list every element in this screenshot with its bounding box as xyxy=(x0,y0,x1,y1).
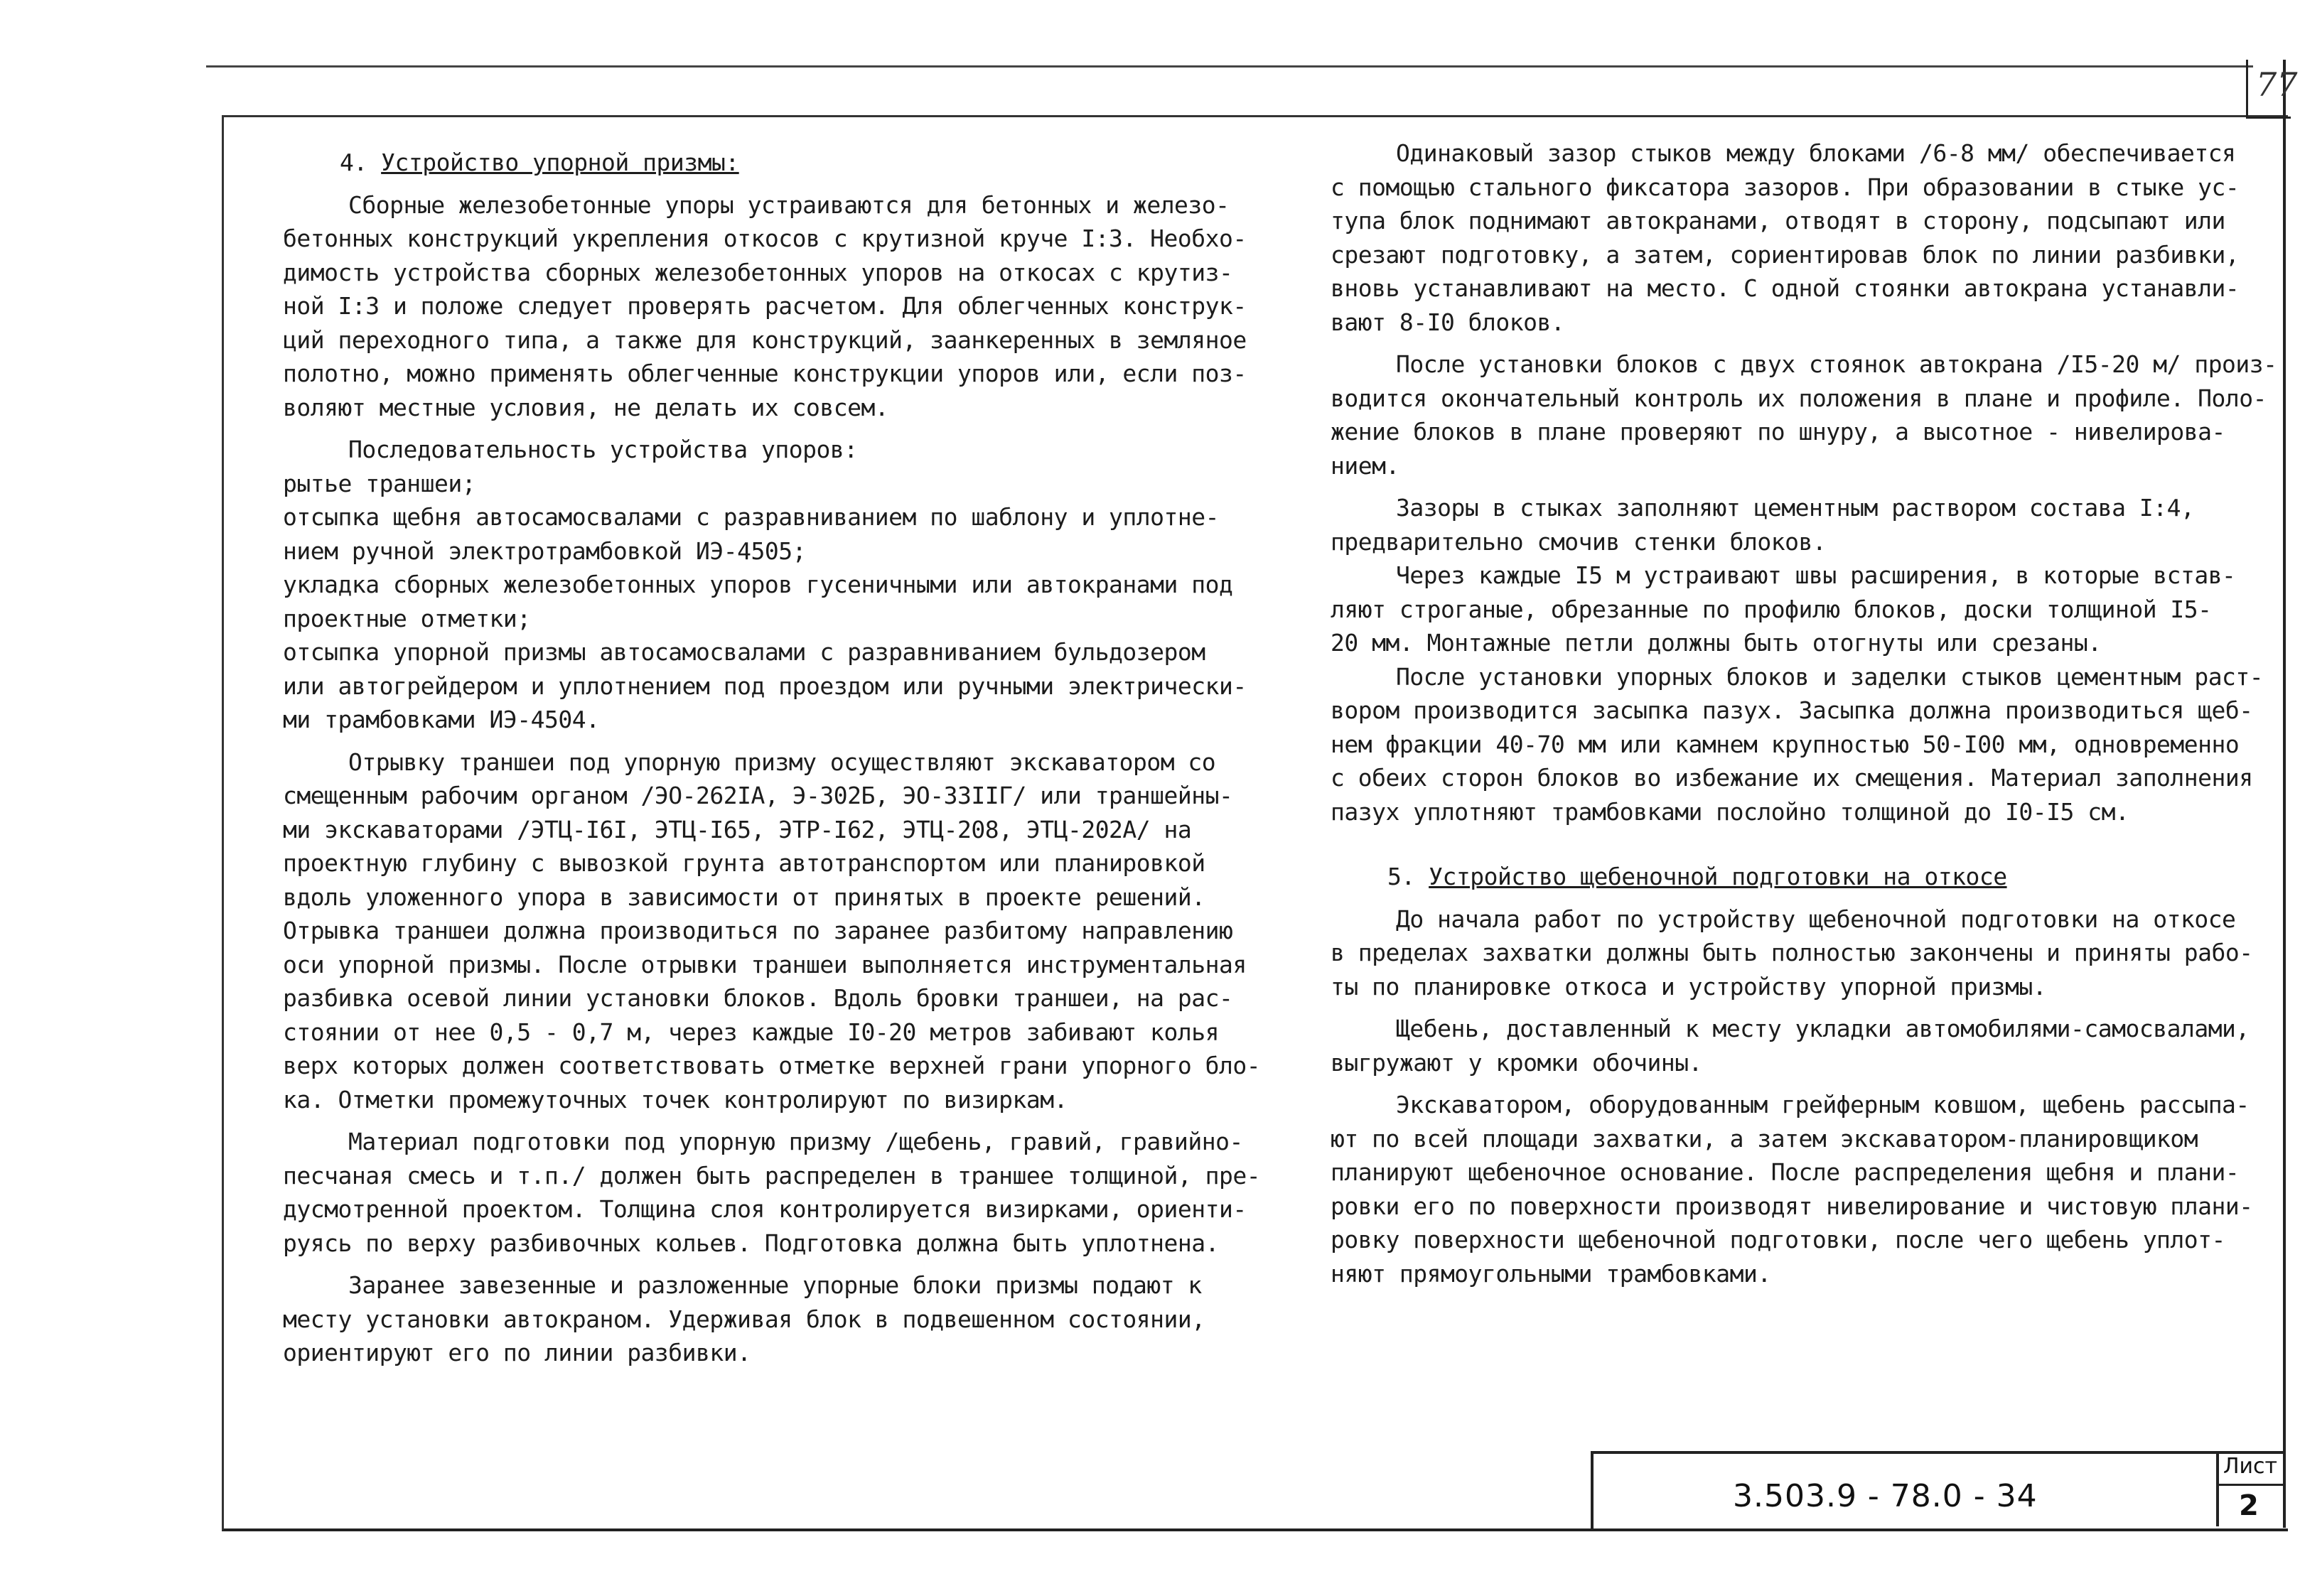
text-line: ций переходного типа, а также для конструкций, заанкеренных в земляное xyxy=(283,325,1247,354)
text-line: дусмотренной проектом. Толщина слоя контролируется визирками, ориенти- xyxy=(283,1195,1247,1223)
text-line: с помощью стального фиксатора зазоров. При образовании в стыке ус- xyxy=(1331,173,2240,201)
text-line: Экскаватором, оборудованным грейферным ковшом, щебень рассыпа- xyxy=(1396,1091,2250,1118)
text-line: проектную глубину с вывозкой грунта автотранспортом или планировкой xyxy=(283,849,1205,877)
text-line: нием. xyxy=(1331,451,1399,480)
text-line: с обеих сторон блоков во избежание их смещения. Материал заполнения xyxy=(1331,764,2253,792)
paragraph xyxy=(1331,559,2283,660)
text-line: бетонных конструкций укрепления откосов с крутизной круче I:3. Необхо- xyxy=(283,225,1247,252)
paragraph xyxy=(283,188,1257,425)
sheet-label: Лист xyxy=(2223,1454,2278,1479)
text-line: вают 8-I0 блоков. xyxy=(1331,308,1565,336)
text-line: ровки его по поверхности производят нивелирование и чистовую плани- xyxy=(1331,1192,2253,1220)
text-line: верх которых должен соответствовать отметке верхней грани упорного бло- xyxy=(283,1052,1261,1079)
list-item xyxy=(283,467,1257,501)
text-line: полотно, можно применять облегченные конструкции упоров или, если поз- xyxy=(283,360,1247,387)
text-line: пазух уплотняют трамбовками послойно толщиной до I0-I5 см. xyxy=(1331,797,2129,826)
text-line: отсыпка упорной призмы автосамосвалами с разравниванием бульдозером xyxy=(283,638,1205,666)
text-line: Сборные железобетонные упоры устраиваются для бетонных и железо- xyxy=(348,190,1230,219)
page-number: 77 xyxy=(2256,65,2298,104)
left-column xyxy=(283,146,1261,1370)
sheet-right-border xyxy=(2283,60,2286,1528)
text-line: укладка сборных железобетонных упоров гусеничными или автокранами под xyxy=(283,571,1233,598)
text-line: После установки упорных блоков и заделки стыков цементным раст- xyxy=(1396,662,2264,691)
paragraph xyxy=(1331,1088,2283,1290)
text-line: или автогрейдером и уплотнением под проездом или ручными электрически- xyxy=(283,672,1247,700)
paragraph xyxy=(283,1125,1261,1260)
section-5-title: Устройство щебеночной подготовки на откосе xyxy=(1429,863,2007,890)
text-line: вором производится засыпка пазух. Засыпка должна производиться щеб- xyxy=(1331,696,2253,724)
list-item xyxy=(283,568,1257,635)
text-line: ют по всей площади захватки, а затем экскаватором-планировщиком xyxy=(1331,1124,2198,1153)
text-line: димость устройства сборных железобетонных упоров на откосах с крутиз- xyxy=(283,258,1233,286)
text-line: жение блоков в плане проверяют по шнуру, а высотное - нивелирова- xyxy=(1331,418,2225,446)
text-line: руясь по верху разбивочных кольев. Подготовка должна быть уплотнена. xyxy=(283,1229,1220,1257)
text-line: разбивка осевой линии установки блоков. Вдоль бровки траншеи, на рас- xyxy=(283,984,1233,1012)
text-line: отсыпка щебня автосамосвалами с разравниванием по шаблону и уплотне- xyxy=(283,503,1220,531)
text-line: няют прямоугольными трамбовками. xyxy=(1331,1259,1771,1288)
text-line: Через каждые I5 м устраивают швы расширения, в которые встав- xyxy=(1396,561,2236,589)
sheet-cell-divider xyxy=(2216,1484,2284,1486)
text-line: После установки блоков с двух стоянок автокрана /I5-20 м/ произ- xyxy=(1396,350,2277,378)
text-line: в пределах захватки должны быть полностью закончены и приняты рабо- xyxy=(1331,939,2253,966)
paragraph xyxy=(283,433,1257,467)
right-column xyxy=(1331,136,2283,1290)
paragraph xyxy=(1331,347,2283,482)
text-line: нием ручной электротрамбовкой ИЭ-4505; xyxy=(283,537,806,565)
text-line: ориентируют его по линии разбивки. xyxy=(283,1339,751,1366)
paragraph xyxy=(283,745,1261,1117)
top-rule xyxy=(206,65,2253,68)
text-line: вдоль уложенного упора в зависимости от принятых в проекте решений. xyxy=(283,883,1205,911)
text-line: ровку поверхности щебеночной подготовки, после чего щебень уплот- xyxy=(1331,1226,2225,1253)
section-4-number: 4. xyxy=(340,149,367,176)
paragraph xyxy=(283,1268,1257,1370)
text-line: тупа блок поднимают автокранами, отводят в сторону, подсыпают или xyxy=(1331,207,2225,234)
text-line: Отрывку траншеи под упорную призму осуществляют экскаватором со xyxy=(348,748,1216,776)
section-5-number: 5. xyxy=(1387,863,1415,890)
text-line: Зазоры в стыках заполняют цементным раствором состава I:4, xyxy=(1396,494,2195,522)
text-line: ляют строганые, обрезанные по профилю блоков, доски толщиной I5- xyxy=(1331,595,2212,623)
text-line: смещенным рабочим органом /ЭО-262IА, Э-302Б, ЭО-33IIГ/ или траншейны- xyxy=(283,782,1233,809)
text-line: нем фракции 40-70 мм или камнем крупностью 50-I00 мм, одновременно xyxy=(1331,730,2240,758)
text-line: песчаная смесь и т.п./ должен быть распределен в траншее толщиной, пре- xyxy=(283,1161,1261,1190)
text-line: рытье траншеи; xyxy=(283,469,476,497)
paragraph xyxy=(1331,136,2283,339)
text-line: предварительно смочив стенки блоков. xyxy=(1331,527,1827,556)
section-4-title: Устройство упорной призмы: xyxy=(381,149,739,176)
text-line: Заранее завезенные и разложенные упорные блоки призмы подают к xyxy=(348,1271,1202,1299)
text-line: До начала работ по устройству щебеночной подготовки на откосе xyxy=(1396,905,2236,933)
text-line: ты по планировке откоса и устройству упорной призмы. xyxy=(1331,972,2047,1001)
text-line: 20 мм. Монтажные петли должны быть отогнуты или срезаны. xyxy=(1331,629,2102,657)
text-line: ми экскаваторами /ЭТЦ-I6I, ЭТЦ-I65, ЭТР-I62, ЭТЦ-208, ЭТЦ-202А/ на xyxy=(283,815,1192,843)
text-line: планируют щебеночное основание. После распределения щебня и плани- xyxy=(1331,1158,2240,1186)
text-line: Материал подготовки под упорную призму /щебень, гравий, гравийно- xyxy=(348,1128,1243,1155)
text-line: срезают подготовку, а затем, сориентировав блок по линии разбивки, xyxy=(1331,240,2240,269)
text-line: вновь устанавливают на место. С одной стоянки автокрана устанавли- xyxy=(1331,274,2240,302)
text-line: ми трамбовками ИЭ-4504. xyxy=(283,706,600,733)
section-5-heading xyxy=(1331,860,2283,894)
text-line: ка. Отметки промежуточных точек контролируют по визиркам. xyxy=(283,1085,1068,1114)
text-line: стоянии от нее 0,5 - 0,7 м, через каждые I0-20 метров забивают колья xyxy=(283,1018,1220,1046)
text-line: Щебень, доставленный к месту укладки автомобилями-самосвалами, xyxy=(1396,1015,2250,1042)
paragraph xyxy=(1331,902,2283,1004)
text-line: воляют местные условия, не делать их совсем. xyxy=(283,393,889,421)
document-code: 3.503.9 - 78.0 - 34 xyxy=(1733,1478,2038,1514)
text-line: водится окончательный контроль их положения в плане и профиле. Поло- xyxy=(1331,384,2267,412)
text-line: оси упорной призмы. После отрывки траншеи выполняется инструментальная xyxy=(283,950,1247,978)
paragraph xyxy=(1331,660,2283,829)
list-item xyxy=(283,500,1257,568)
text-line: проектные отметки; xyxy=(283,604,531,632)
text-line: месту установки автокраном. Удерживая блок в подвешенном состоянии, xyxy=(283,1305,1205,1333)
paragraph xyxy=(1331,1012,2283,1079)
text-line: выгружают у кромки обочины. xyxy=(1331,1048,1702,1077)
text-line: ной I:3 и положе следует проверять расчетом. Для облегченных конструк- xyxy=(283,292,1247,320)
paragraph xyxy=(1331,491,2283,559)
text-line: Отрывка траншеи должна производиться по заранее разбитому направлению xyxy=(283,917,1233,944)
text-line: Последовательность устройства упоров: xyxy=(348,436,858,463)
section-4-heading xyxy=(283,146,1257,180)
text-line: Одинаковый зазор стыков между блоками /6-8 мм/ обеспечивается xyxy=(1396,139,2236,167)
sheet-number: 2 xyxy=(2239,1489,2259,1522)
list-item xyxy=(283,635,1257,737)
